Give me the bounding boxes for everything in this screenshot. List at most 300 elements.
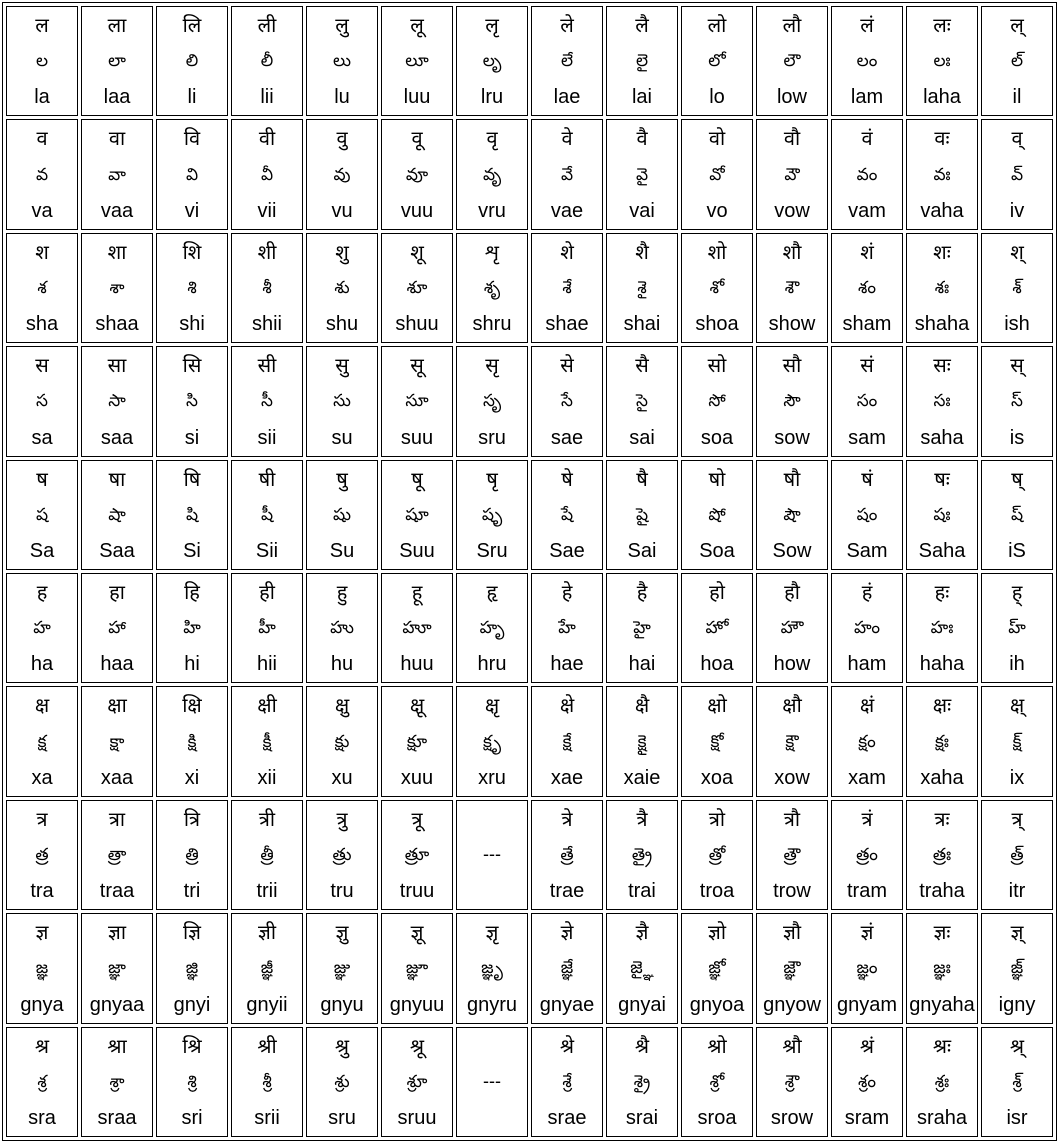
table-cell [231,573,303,683]
table-cell [606,6,678,116]
table-cell [306,1027,378,1137]
table-cell [906,573,978,683]
table-cell [531,346,603,456]
latin-transliteration: sow [774,426,810,449]
latin-transliteration: ha [30,653,54,676]
latin-transliteration: shii [251,313,282,336]
table-cell [831,460,903,570]
latin-transliteration: gnyam [836,993,898,1016]
telugu-glyph: జ్ఞో [708,958,726,979]
devanagari-glyph: षृ [486,466,498,491]
table-cell [6,119,78,229]
table-cell [231,686,303,796]
devanagari-glyph: लं [860,13,874,37]
devanagari-glyph: ज्ञौ [783,920,801,945]
devanagari-glyph: क्ष [34,693,50,718]
telugu-glyph: శ [37,277,47,298]
latin-transliteration: gnyuu [389,993,445,1016]
table-cell [81,686,153,796]
latin-transliteration: soa [700,426,734,449]
table-cell [456,573,528,683]
telugu-glyph: త్రః [932,844,952,865]
latin-transliteration: gnyaha [909,993,975,1016]
latin-transliteration: laa [103,86,131,109]
telugu-glyph: త్రా [107,844,127,865]
devanagari-glyph: हे [561,580,573,604]
devanagari-glyph: ज्ञं [860,920,874,945]
devanagari-glyph: ले [560,13,574,37]
telugu-glyph: త్రి [185,844,199,865]
devanagari-glyph: वि [183,126,201,151]
table-cell [756,346,828,456]
table-cell [306,913,378,1023]
latin-transliteration: traa [99,880,135,903]
devanagari-glyph: सौ [782,353,802,378]
devanagari-glyph: ही [259,580,275,604]
telugu-glyph: శ్రై [633,1071,651,1092]
latin-transliteration: vuu [400,199,434,222]
telugu-glyph: లూ [405,51,429,72]
telugu-glyph: షే [560,504,574,525]
table-cell [531,233,603,343]
telugu-glyph: శం [858,277,876,298]
table-cell [831,1027,903,1137]
latin-transliteration: ih [1009,653,1025,676]
table-cell [81,800,153,910]
telugu-glyph: త్రూ [404,844,430,865]
telugu-glyph: జ్ఞృ [481,958,503,979]
devanagari-glyph: हं [861,580,873,604]
telugu-glyph: శృ [483,277,501,298]
table-cell [756,686,828,796]
telugu-glyph: శూ [406,277,428,298]
devanagari-glyph: सृ [485,353,499,378]
table-cell [906,1027,978,1137]
table-cell [681,913,753,1023]
table-cell [456,346,528,456]
telugu-glyph: క్షం [858,731,876,752]
telugu-glyph: త్ర్ [1010,844,1024,865]
latin-transliteration: tri [183,880,201,903]
devanagari-glyph: ज्ञ [35,920,49,945]
table-cell [6,233,78,343]
table-cell [531,686,603,796]
telugu-glyph: లః [933,51,951,72]
devanagari-glyph: क्षि [182,693,202,718]
telugu-glyph: సో [708,391,726,412]
table-cell [381,6,453,116]
table-cell [531,460,603,570]
devanagari-glyph: शै [635,239,649,264]
latin-transliteration: show [768,313,816,336]
latin-transliteration: vru [478,199,506,222]
table-cell [606,233,678,343]
telugu-glyph: క్షృ [482,731,502,752]
latin-transliteration: gnyow [763,993,821,1016]
telugu-glyph: జ్ఞూ [405,958,429,979]
devanagari-glyph: से [560,353,574,378]
latin-transliteration: Sii [255,540,279,562]
table-cell [306,800,378,910]
latin-transliteration: iS [1008,540,1026,562]
devanagari-glyph: सू [410,353,424,378]
table-cell [81,119,153,229]
latin-transliteration: xam [848,766,886,789]
table-cell [231,119,303,229]
telugu-glyph: శౌ [784,277,800,298]
devanagari-glyph: श्रौ [782,1033,802,1058]
latin-transliteration: Sru [476,540,508,562]
latin-transliteration: xaa [100,766,134,789]
table-cell [381,913,453,1023]
table-cell [606,686,678,796]
telugu-glyph: త్రం [856,844,878,865]
table-cell [906,913,978,1023]
latin-transliteration: how [773,653,811,676]
table-cell [981,346,1053,456]
table-cell [6,573,78,683]
latin-transliteration: sru [328,1107,356,1129]
latin-transliteration: hi [184,653,200,676]
table-cell [381,573,453,683]
devanagari-glyph: क्षे [559,693,575,718]
latin-transliteration: low [776,86,807,109]
table-cell [981,800,1053,910]
table-cell [981,1027,1053,1137]
telugu-glyph: జ్ఞ [35,958,49,979]
devanagari-glyph: क्षः [932,693,952,718]
table-cell [156,119,228,229]
telugu-glyph: సీ [261,391,273,412]
latin-transliteration: trii [256,880,278,903]
table-cell [81,6,153,116]
table-cell [981,233,1053,343]
devanagari-glyph: श्र् [1009,1033,1025,1058]
latin-transliteration: hoa [700,653,734,676]
telugu-glyph: లీ [260,51,274,72]
latin-transliteration: srii [254,1107,280,1129]
table-cell [6,800,78,910]
telugu-glyph: శ్రీ [262,1071,272,1092]
latin-transliteration: huu [400,653,434,676]
devanagari-glyph: लृ [485,13,499,37]
table-cell [231,233,303,343]
latin-transliteration: vo [706,199,728,222]
telugu-glyph: శ్రే [562,1071,572,1092]
telugu-glyph: శ్రు [334,1071,350,1092]
devanagari-glyph: षो [708,466,726,491]
devanagari-glyph: क्षो [707,693,727,718]
table-cell [756,6,828,116]
devanagari-glyph: त्र [36,806,48,831]
table-cell [156,573,228,683]
table-cell [231,346,303,456]
devanagari-glyph: लो [707,13,727,37]
devanagari-glyph: स [35,353,49,378]
latin-transliteration: igny [998,993,1036,1016]
table-cell [756,913,828,1023]
telugu-glyph: షూ [405,504,429,525]
devanagari-glyph: षु [336,466,348,491]
latin-transliteration: vaha [920,199,964,222]
table-cell [831,119,903,229]
telugu-glyph: త్రో [708,844,726,865]
devanagari-glyph: शृ [485,239,499,264]
telugu-glyph: శ్రో [709,1071,725,1092]
telugu-glyph: క్షా [109,731,125,752]
latin-transliteration: haa [100,653,134,676]
latin-transliteration: sri [181,1107,203,1129]
devanagari-glyph: शु [335,239,349,264]
latin-transliteration: traha [919,880,965,903]
table-cell [156,460,228,570]
latin-transliteration: troa [699,880,735,903]
table-cell [681,460,753,570]
table-cell [831,233,903,343]
telugu-glyph: శ్రః [934,1071,950,1092]
table-cell [456,6,528,116]
devanagari-glyph: ह् [1011,580,1023,604]
telugu-glyph: జ్ఞి [185,958,199,979]
telugu-glyph: త్రీ [260,844,274,865]
devanagari-glyph: श्री [257,1033,277,1058]
table-cell [306,6,378,116]
table-cell [831,800,903,910]
devanagari-glyph: त्रः [934,806,950,831]
latin-transliteration: ix [1009,766,1025,789]
telugu-glyph: హి [183,618,201,639]
latin-transliteration: sraa [97,1107,137,1129]
telugu-glyph: ల [35,51,49,72]
latin-transliteration: shai [623,313,661,336]
telugu-glyph: హు [330,618,354,639]
telugu-glyph: క్షూ [406,731,428,752]
table-cell [456,119,528,229]
devanagari-glyph: वे [561,126,573,151]
latin-transliteration: gnyu [320,993,364,1016]
devanagari-glyph: त्रि [183,806,201,831]
table-cell [981,460,1053,570]
telugu-glyph: వే [560,164,574,185]
table-cell [381,119,453,229]
table-cell [606,119,678,229]
latin-transliteration: sa [31,426,53,449]
table-cell [6,460,78,570]
table-cell [231,6,303,116]
telugu-glyph: వ [35,164,49,185]
table-cell [606,573,678,683]
latin-transliteration: srai [625,1107,659,1129]
table-cell [531,573,603,683]
devanagari-glyph: शू [410,239,424,264]
latin-transliteration: xaha [920,766,964,789]
devanagari-glyph: वं [861,126,873,151]
devanagari-glyph: हि [184,580,200,604]
devanagari-glyph: हः [934,580,950,604]
devanagari-glyph: लै [635,13,649,37]
devanagari-glyph: षै [636,466,648,491]
table-cell [6,686,78,796]
telugu-glyph: శీ [262,277,272,298]
table-cell [981,573,1053,683]
latin-transliteration: tram [847,880,887,903]
latin-transliteration: luu [403,86,431,109]
telugu-glyph: త్రౌ [783,844,801,865]
devanagari-glyph: श्रू [409,1033,425,1058]
devanagari-glyph: षः [934,466,950,491]
devanagari-glyph: व् [1011,126,1023,151]
table-cell [756,800,828,910]
latin-transliteration: tra [30,880,54,903]
devanagari-glyph: लु [335,13,349,37]
devanagari-glyph: षे [561,466,573,491]
table-cell [681,573,753,683]
latin-transliteration: sroa [697,1107,737,1129]
telugu-glyph: వౌ [784,164,800,185]
table-cell [456,233,528,343]
table-cell [756,1027,828,1137]
telugu-glyph: శః [934,277,950,298]
devanagari-glyph: ज्ञः [933,920,951,945]
latin-transliteration: vu [331,199,353,222]
devanagari-glyph: ज्ञि [183,920,201,945]
devanagari-glyph: सु [335,353,349,378]
latin-transliteration: hae [550,653,584,676]
devanagari-glyph: वृ [486,126,498,151]
latin-transliteration: shuu [395,313,439,336]
latin-transliteration: suu [400,426,434,449]
latin-transliteration: xae [550,766,584,789]
devanagari-glyph: श्रि [182,1033,202,1058]
latin-transliteration: vow [774,199,810,222]
telugu-glyph: క్షౌ [785,731,799,752]
telugu-glyph: ష్ [1010,504,1024,525]
latin-transliteration: xow [774,766,810,789]
table-cell [906,686,978,796]
devanagari-glyph: क्षा [107,693,127,718]
devanagari-glyph: षौ [783,466,801,491]
latin-transliteration: shae [545,313,589,336]
devanagari-glyph: हू [411,580,423,604]
table-cell [906,800,978,910]
telugu-glyph: శి [187,277,197,298]
table-cell [6,346,78,456]
devanagari-glyph: शि [182,239,202,264]
latin-transliteration: truu [399,880,435,903]
devanagari-glyph: सः [933,353,951,378]
devanagari-glyph: ह [36,580,48,604]
devanagari-glyph: श्रं [859,1033,875,1058]
latin-transliteration: Sam [846,540,888,562]
telugu-glyph: వా [108,164,126,185]
telugu-glyph: వి [185,164,199,185]
telugu-glyph: క్షే [562,731,572,752]
telugu-glyph: క్షో [710,731,724,752]
devanagari-glyph: वी [258,126,276,151]
table-cell [681,1027,753,1137]
devanagari-glyph: षू [411,466,423,491]
devanagari-glyph: शा [107,239,127,264]
table-cell [306,460,378,570]
telugu-glyph: క్షీ [262,731,272,752]
latin-transliteration: sha [25,313,59,336]
table-cell [306,686,378,796]
devanagari-glyph: वु [336,126,348,151]
telugu-glyph: శ్రూ [406,1071,428,1092]
table-cell [981,6,1053,116]
latin-transliteration: Saha [918,540,966,562]
telugu-glyph: హే [558,618,576,639]
telugu-glyph: షో [708,504,726,525]
latin-transliteration: trae [549,880,585,903]
latin-transliteration: shu [325,313,359,336]
latin-transliteration: shru [472,313,512,336]
table-cell [456,1027,528,1137]
devanagari-glyph: श [35,239,49,264]
devanagari-glyph: क्ष् [1009,693,1025,718]
devanagari-glyph: सो [707,353,727,378]
telugu-glyph: సా [108,391,126,412]
telugu-glyph: వు [333,164,351,185]
devanagari-glyph: ष् [1011,466,1023,491]
devanagari-glyph: हा [109,580,125,604]
table-cell [81,1027,153,1137]
telugu-glyph: శ్రి [187,1071,197,1092]
table-cell [156,913,228,1023]
devanagari-glyph: त्रा [108,806,126,831]
latin-transliteration: trai [628,880,656,903]
latin-transliteration: sam [848,426,886,449]
latin-transliteration: xi [184,766,200,789]
table-cell [6,1027,78,1137]
table-cell [456,686,528,796]
latin-transliteration: laha [923,86,961,109]
latin-transliteration: xa [31,766,53,789]
devanagari-glyph: ज्ञु [335,920,349,945]
telugu-glyph: శై [637,277,647,298]
table-cell [681,119,753,229]
table-cell [456,800,528,910]
telugu-glyph: జ్ఞ్ [1010,958,1024,979]
latin-transliteration: sae [550,426,584,449]
transliteration-table [2,2,1057,1141]
devanagari-glyph: हौ [784,580,800,604]
telugu-glyph: క్షి [187,731,197,752]
latin-transliteration: sru [478,426,506,449]
table-cell [306,573,378,683]
table-cell [756,573,828,683]
table-cell [81,573,153,683]
latin-transliteration: shoa [695,313,739,336]
devanagari-glyph: शी [257,239,277,264]
table-cell [831,686,903,796]
telugu-glyph: లై [635,51,649,72]
devanagari-glyph: हु [336,580,348,604]
telugu-glyph: లృ [482,51,502,72]
telugu-glyph: క్షు [334,731,350,752]
table-cell [831,913,903,1023]
devanagari-glyph: श्रो [707,1033,727,1058]
latin-transliteration: la [34,86,50,109]
latin-transliteration: xii [257,766,277,789]
latin-transliteration: Suu [399,540,435,562]
telugu-glyph: వః [933,164,951,185]
devanagari-glyph: क्षु [334,693,350,718]
table-cell [81,460,153,570]
devanagari-glyph: ल [35,13,49,37]
devanagari-glyph: क्षृ [484,693,500,718]
telugu-glyph: లం [856,51,878,72]
